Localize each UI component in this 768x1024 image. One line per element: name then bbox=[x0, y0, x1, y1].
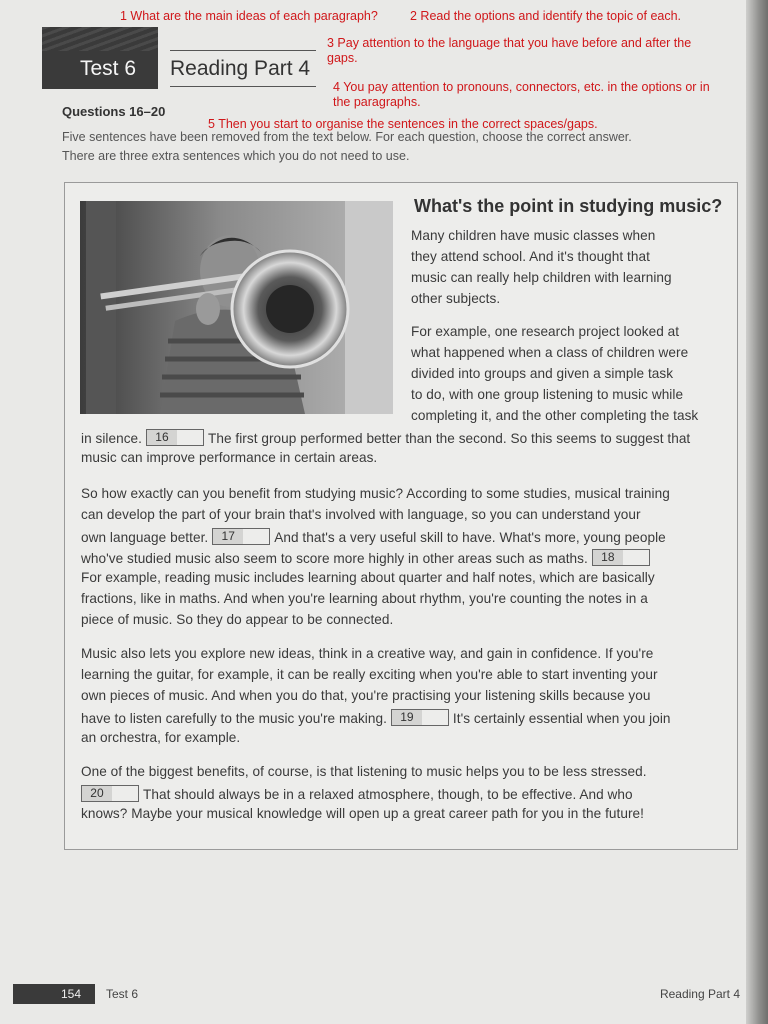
gap-number: 16 bbox=[147, 430, 177, 445]
article-line: knows? Maybe your musical knowledge will open up a great career path for you in the future! bbox=[81, 806, 644, 821]
article-line-gap16: in silence. 16 The first group performed better than the second. So this seems to suggest that bbox=[81, 430, 691, 446]
gap-18-box[interactable] bbox=[592, 549, 650, 566]
gap-number: 18 bbox=[593, 550, 623, 565]
note-2: 2 Read the options and identify the topic of each. bbox=[410, 9, 682, 23]
article-line-gap18: who've studied music also seem to score more highly in other areas such as maths. 18 bbox=[81, 549, 654, 566]
article-line: learning the guitar, for example, it can be really exciting when you're able to start inventing your bbox=[81, 667, 658, 682]
article-line-gap17: own language better. 17 And that's a very useful skill to have. What's more, young people bbox=[81, 529, 666, 545]
note-3: 3 Pay attention to the language that you have before and after the gaps. bbox=[327, 36, 692, 65]
page-edge-shadow bbox=[746, 0, 768, 1024]
article-line-gap20: 20 That should always be in a relaxed atmosphere, though, to be effective. And who bbox=[77, 785, 633, 802]
footer-test-label: Test 6 bbox=[106, 987, 139, 1001]
article-line: what happened when a class of children were bbox=[411, 345, 689, 360]
article-line: fractions, like in maths. And when you're learning about rhythm, you're counting the notes in a bbox=[81, 591, 648, 606]
article-line: music can really help children with learning bbox=[411, 270, 672, 285]
section-title: Reading Part 4 bbox=[170, 57, 311, 80]
article-line: For example, reading music includes learning about quarter and half notes, which are basically bbox=[81, 570, 655, 585]
article-line: So how exactly can you benefit from studying music? According to some studies, musical training bbox=[81, 486, 670, 501]
header-rule-top bbox=[170, 50, 316, 51]
article-line: piece of music. So they do appear to be connected. bbox=[81, 612, 394, 627]
header-rule-bottom bbox=[170, 86, 316, 87]
article-line: to do, with one group listening to music while bbox=[411, 387, 684, 402]
test-label: Test 6 bbox=[80, 57, 137, 80]
gap-number: 20 bbox=[82, 786, 112, 801]
questions-heading: Questions 16–20 bbox=[62, 104, 166, 119]
article-line: music can improve performance in certain areas. bbox=[81, 450, 378, 465]
gap-number: 19 bbox=[392, 710, 422, 725]
page-number: 154 bbox=[13, 984, 95, 1004]
test-tab bbox=[42, 27, 158, 89]
tab-stripes bbox=[42, 27, 158, 51]
note-1: 1 What are the main ideas of each paragraph? bbox=[120, 9, 378, 23]
article-line: an orchestra, for example. bbox=[81, 730, 241, 745]
gap-20-box[interactable] bbox=[81, 785, 139, 802]
instruction-line-1: Five sentences have been removed from the text below. For each question, choose the correct answer. bbox=[62, 130, 632, 144]
article-line: own pieces of music. And when you do that, you're practising your listening skills because you bbox=[81, 688, 651, 703]
article-line: Music also lets you explore new ideas, think in a creative way, and gain in confidence. If you're bbox=[81, 646, 654, 661]
gap-17-box[interactable] bbox=[212, 528, 270, 545]
article-line: One of the biggest benefits, of course, is that listening to music helps you to be less stressed. bbox=[81, 764, 647, 779]
article-title: What's the point in studying music? bbox=[414, 196, 723, 216]
gap-16-box[interactable] bbox=[146, 429, 204, 446]
footer-section-label: Reading Part 4 bbox=[659, 987, 740, 1001]
article-line: can develop the part of your brain that's involved with language, so you can understand your bbox=[81, 507, 641, 522]
article-line: completing it, and the other completing the task bbox=[411, 408, 699, 423]
article-line: divided into groups and given a simple task bbox=[411, 366, 674, 381]
instruction-line-2: There are three extra sentences which you do not need to use. bbox=[62, 149, 410, 163]
gap-number: 17 bbox=[213, 529, 243, 544]
article-line-gap19: have to listen carefully to the music you're making. 19 It's certainly essential when you join bbox=[81, 710, 671, 726]
article-line: Many children have music classes when bbox=[411, 228, 656, 243]
article-line: For example, one research project looked at bbox=[411, 324, 680, 339]
note-4: 4 You pay attention to pronouns, connectors, etc. in the options or in the paragraphs. bbox=[333, 80, 710, 109]
gap-19-box[interactable] bbox=[391, 709, 449, 726]
note-5: 5 Then you start to organise the sentences in the correct spaces/gaps. bbox=[208, 117, 598, 131]
article-line: they attend school. And it's thought that bbox=[411, 249, 650, 264]
boy-trombone-photo bbox=[80, 201, 393, 414]
article-line: other subjects. bbox=[411, 291, 501, 306]
photo-illustration bbox=[80, 201, 393, 414]
